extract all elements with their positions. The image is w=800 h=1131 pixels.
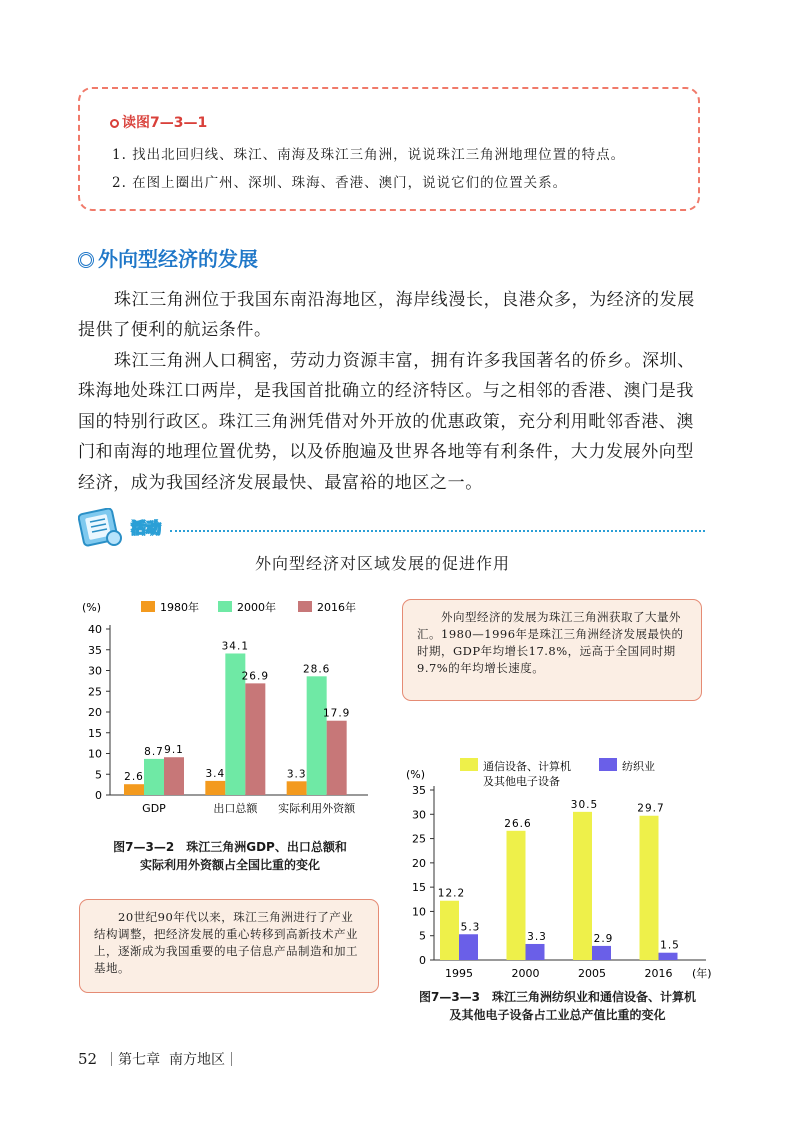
- paragraph-2: 珠江三角洲人口稠密，劳动力资源丰富，拥有许多我国著名的侨乡。深圳、珠海地处珠江口两岸，是我国首批确立的经济特区。与之相邻的香港、澳门是我国的特别行政区。珠江三角洲凭借对外开放的优惠政策，充分利用毗邻香港、澳门和南海的地理位置优势，以及侨胞遍及世界各地等有利条件，大力发展外向型经济，成为我国经济发展最快、最富裕的地区之一。: [78, 351, 695, 493]
- bar: [205, 781, 225, 795]
- data-label: 2.6: [124, 771, 144, 784]
- bar: [573, 812, 592, 960]
- bar: [307, 676, 327, 795]
- data-label: 3.3: [286, 768, 307, 781]
- legend-label: 纺织业: [622, 760, 655, 773]
- chart-gdp-export-fdi: [78, 593, 378, 825]
- note-industrial-restructuring: 20世纪90年代以来，珠江三角洲进行了产业结构调整，把经济发展的重心转移到高新技术产业上，逐渐成为我国重要的电子信息产品制造和加工基地。: [79, 899, 379, 993]
- bar: [459, 934, 478, 960]
- legend-label: 及其他电子设备: [483, 775, 560, 788]
- data-label: 3.4: [205, 767, 226, 780]
- data-label: 1.5: [660, 939, 680, 952]
- bar: [592, 946, 611, 960]
- activity-label: 活动: [131, 519, 162, 537]
- page-number: 52: [78, 1050, 98, 1068]
- legend-swatch: [599, 758, 617, 771]
- y-tick-label: 5: [419, 929, 426, 943]
- data-label: 12.2: [437, 887, 466, 900]
- footer-chapter-title: 南方地区: [169, 1052, 225, 1068]
- data-label: 8.7: [144, 745, 164, 758]
- x-tick-label: 实际利用外资额: [278, 802, 356, 815]
- bar: [124, 784, 144, 795]
- chart2-caption: [400, 988, 715, 1024]
- bar: [659, 953, 678, 960]
- data-label: 28.6: [302, 663, 331, 676]
- y-tick-label: 30: [412, 808, 426, 822]
- y-tick-label: 0: [419, 954, 426, 967]
- bar: [440, 901, 459, 960]
- circle-bullet-icon: [110, 119, 119, 128]
- chart2-caption-line-2: 及其他电子设备占工业总产值比重的变化: [449, 1008, 666, 1022]
- data-label: 34.1: [221, 640, 250, 653]
- dotted-divider: [170, 530, 705, 532]
- legend-swatch: [298, 601, 312, 612]
- x-tick-label: 出口总额: [213, 802, 258, 815]
- legend-swatch: [218, 601, 232, 612]
- y-axis-label: (%): [406, 768, 426, 781]
- y-tick-label: 10: [88, 747, 102, 761]
- chart1-caption-line-1: 图7—3—2 珠江三角洲GDP、出口总额和: [113, 840, 347, 854]
- y-tick-label: 15: [412, 881, 426, 895]
- y-tick-label: 25: [88, 685, 102, 699]
- y-tick-label: 5: [95, 768, 102, 782]
- x-tick-label: 2016: [644, 967, 673, 980]
- x-tick-label: 2000: [511, 967, 540, 980]
- page-footer: [78, 1049, 238, 1069]
- bar: [327, 721, 347, 795]
- x-axis-label: (年): [692, 967, 712, 980]
- note-foreign-exchange: 外向型经济的发展为珠江三角洲获取了大量外汇。1980—1996年是珠江三角洲经济发展最快的时期，GDP年均增长17.8%，远高于全国同时期9.7%的年均增长速度。: [402, 599, 702, 701]
- data-label: 26.6: [504, 817, 532, 830]
- data-label: 5.3: [460, 921, 481, 934]
- bar: [526, 944, 545, 960]
- y-tick-label: 40: [88, 623, 102, 636]
- y-tick-label: 20: [412, 856, 426, 870]
- chart-textile-electronics: [400, 750, 715, 982]
- x-tick-label: 1995: [445, 967, 473, 980]
- legend-label: 2000年: [237, 601, 276, 614]
- x-tick-label: GDP: [142, 802, 166, 815]
- legend-label: 2016年: [317, 601, 356, 614]
- reading-task-item-2: 2. 在图上圈出广州、深圳、珠海、香港、澳门，说说它们的位置关系。: [112, 175, 568, 191]
- data-label: 17.9: [322, 707, 351, 720]
- footer-chapter: 第七章: [118, 1052, 161, 1068]
- bar: [640, 816, 659, 960]
- bar: [287, 781, 307, 795]
- bar: [245, 683, 265, 795]
- chart1-caption-line-2: 实际利用外资额占全国比重的变化: [139, 858, 320, 872]
- y-tick-label: 20: [88, 706, 102, 719]
- bar: [144, 759, 164, 795]
- paragraph-1: 珠江三角洲位于我国东南沿海地区，海岸线漫长，良港众多，为经济的发展提供了便利的航运条件。: [78, 290, 695, 341]
- section-heading: [78, 243, 258, 272]
- bar: [507, 831, 526, 960]
- reading-task-title-text: 读图7—3—1: [122, 115, 208, 131]
- bar: [164, 757, 184, 795]
- data-label: 26.9: [241, 670, 270, 683]
- data-label: 30.5: [570, 798, 599, 811]
- y-tick-label: 15: [88, 726, 102, 740]
- y-axis-label: (%): [82, 601, 102, 614]
- chart1-caption: [80, 838, 380, 874]
- y-tick-label: 35: [412, 784, 426, 797]
- y-tick-label: 35: [88, 643, 102, 657]
- legend-swatch: [460, 758, 478, 771]
- data-label: 3.3: [527, 930, 547, 943]
- legend-label: 1980年: [160, 601, 199, 614]
- legend-swatch: [141, 601, 155, 612]
- footer-divider: [111, 1052, 112, 1066]
- reading-task-item-1: 1. 找出北回归线、珠江、南海及珠江三角洲，说说珠江三角洲地理位置的特点。: [112, 147, 626, 163]
- activity-notebook-icon: [78, 508, 124, 548]
- data-label: 2.9: [593, 932, 614, 945]
- activity-title: 外向型经济对区域发展的促进作用: [255, 554, 511, 573]
- y-tick-label: 30: [88, 664, 102, 678]
- footer-divider-end: [231, 1052, 232, 1066]
- data-label: 9.1: [164, 744, 184, 757]
- y-tick-label: 0: [95, 789, 102, 802]
- y-tick-label: 10: [412, 905, 426, 919]
- reading-task-title: [110, 112, 207, 132]
- section-heading-text: 外向型经济的发展: [98, 247, 258, 271]
- double-circle-icon: [78, 252, 94, 268]
- x-tick-label: 2005: [578, 967, 606, 980]
- y-tick-label: 25: [412, 832, 426, 846]
- data-label: 29.7: [637, 802, 665, 815]
- chart2-caption-line-1: 图7—3—3 珠江三角洲纺织业和通信设备、计算机: [418, 990, 697, 1004]
- legend-label: 通信设备、计算机: [483, 760, 571, 773]
